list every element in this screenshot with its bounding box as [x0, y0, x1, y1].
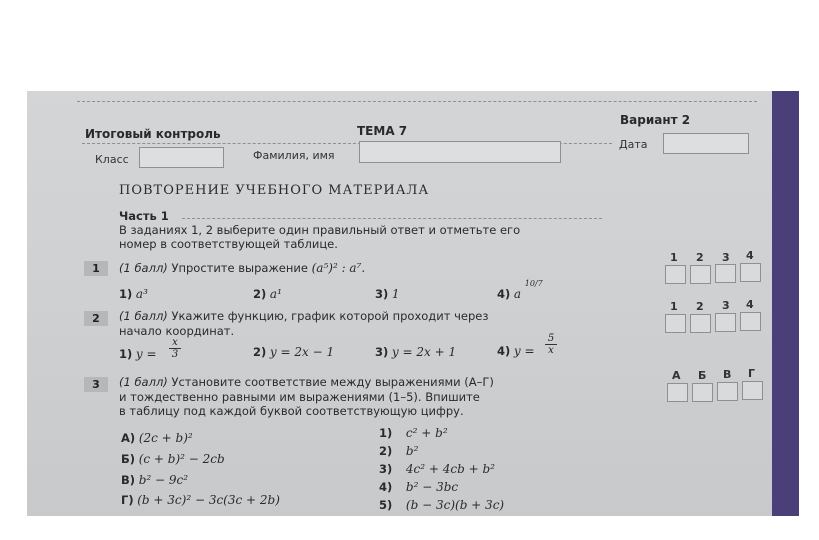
- t3-cell-2[interactable]: [692, 383, 713, 402]
- variant-label: Вариант 2: [620, 113, 691, 127]
- q1-option-3-value: 1: [391, 287, 400, 301]
- q3-points: (1 балл): [119, 375, 168, 389]
- q2-option-1-fraction: [169, 337, 181, 360]
- q3-left-g: [121, 493, 280, 507]
- q2-points: (1 балл): [119, 309, 168, 323]
- q3-left-a-value: (2c + b)²: [138, 431, 193, 445]
- q1-option-3: [375, 287, 400, 301]
- q1-text: [119, 261, 365, 275]
- q3-number: 3: [84, 377, 108, 392]
- t1-cell-2[interactable]: [690, 265, 711, 284]
- top-divider: [77, 101, 757, 102]
- q3-right-3-value: 4c² + 4cb + b²: [405, 462, 495, 476]
- instructions-line-2: номер в соответствующей таблице.: [119, 237, 338, 251]
- q2-option-4-lhs: y =: [513, 344, 535, 358]
- t2-cell-1[interactable]: [665, 314, 686, 333]
- t1-cell-4[interactable]: [740, 263, 761, 282]
- q3-right-1: [379, 426, 448, 440]
- name-label: Фамилия, имя: [253, 149, 335, 162]
- q1-option-1-value: a³: [135, 287, 148, 301]
- q2-option-2: [253, 345, 334, 359]
- q1-option-3-num: 3): [375, 287, 389, 301]
- q3-text-line-1: [119, 375, 494, 389]
- t1-h4: 4: [746, 249, 754, 262]
- q2-number: 2: [84, 311, 108, 326]
- date-field[interactable]: [663, 133, 749, 154]
- part-title: Часть 1: [119, 209, 169, 223]
- q3-left-v: [121, 473, 188, 487]
- t1-cell-1[interactable]: [665, 265, 686, 284]
- q1-points: (1 балл): [119, 261, 168, 275]
- q1-option-4-value: a: [513, 287, 522, 301]
- t2-h4: 4: [746, 298, 754, 311]
- q1-expression: (a⁵)² : a⁷.: [311, 261, 366, 275]
- q2-option-3-value: y = 2x + 1: [391, 345, 457, 359]
- t2-h1: 1: [670, 300, 678, 313]
- q2-option-1-numerator: x: [169, 337, 181, 349]
- q3-text-line-3: в таблицу под каждой буквой соответствующую цифру.: [119, 404, 464, 418]
- control-label: Итоговый контроль: [85, 127, 221, 141]
- q1-option-2: [253, 287, 282, 301]
- q2-option-3: [375, 345, 456, 359]
- q3-right-5-num: 5): [379, 498, 393, 512]
- t2-cell-2[interactable]: [690, 314, 711, 333]
- q3-left-v-label: В): [121, 473, 136, 487]
- q2-option-1-denominator: 3: [171, 349, 179, 360]
- date-label: Дата: [619, 138, 648, 151]
- t1-cell-3[interactable]: [715, 264, 736, 283]
- q1-prompt: Упростите выражение: [171, 261, 308, 275]
- q2-text-line-2: начало координат.: [119, 324, 235, 338]
- t3-h2: Б: [698, 369, 707, 382]
- t2-cell-4[interactable]: [740, 312, 761, 331]
- q3-left-g-value: (b + 3c)² − 3c(3c + 2b): [137, 493, 280, 507]
- book-edge: [772, 91, 799, 516]
- q2-option-4: [497, 344, 535, 358]
- q3-text-line-2: и тождественно равными им выражениями (1–5). Впишите: [119, 390, 480, 404]
- t2-cell-3[interactable]: [715, 313, 736, 332]
- t3-cell-3[interactable]: [717, 382, 738, 401]
- worksheet-photo: [27, 91, 799, 516]
- t1-h3: 3: [722, 251, 730, 264]
- class-label: Класс: [95, 153, 129, 166]
- q3-right-2-num: 2): [379, 444, 393, 458]
- q3-right-3-num: 3): [379, 462, 393, 476]
- q3-left-g-label: Г): [121, 493, 134, 507]
- q2-option-4-numerator: 5: [545, 333, 557, 345]
- name-field[interactable]: [359, 141, 561, 163]
- q1-option-4-exponent: 10/7: [524, 279, 543, 288]
- q2-option-4-num: 4): [497, 344, 511, 358]
- q1-number: 1: [84, 261, 108, 276]
- q1-option-2-value: a¹: [269, 287, 282, 301]
- t1-h2: 2: [696, 251, 704, 264]
- q3-right-3: [379, 462, 495, 476]
- q3-right-1-num: 1): [379, 426, 393, 440]
- part-divider: [182, 218, 602, 219]
- q2-option-4-fraction: [545, 333, 557, 356]
- q3-right-5-value: (b − 3c)(b + 3c): [405, 498, 505, 512]
- q3-right-2: [379, 444, 418, 458]
- q3-right-4: [379, 480, 458, 494]
- tema-label: ТЕМА 7: [357, 124, 408, 138]
- q3-right-1-value: c² + b²: [405, 426, 448, 440]
- t2-h3: 3: [722, 299, 730, 312]
- q1-option-2-num: 2): [253, 287, 267, 301]
- q2-option-2-num: 2): [253, 345, 267, 359]
- q2-option-4-denominator: x: [548, 345, 554, 356]
- q3-left-b-label: Б): [121, 452, 136, 466]
- q3-right-4-value: b² − 3bc: [405, 480, 459, 494]
- q2-option-1: [119, 347, 157, 361]
- q1-option-1-num: 1): [119, 287, 133, 301]
- q3-left-b-value: (c + b)² − 2cb: [138, 452, 225, 466]
- q2-option-3-num: 3): [375, 345, 389, 359]
- q2-option-1-num: 1): [119, 347, 133, 361]
- q3-prompt-1: Установите соответствие между выражениями (А–Г): [171, 375, 494, 389]
- q3-left-v-value: b² − 9c²: [138, 473, 189, 487]
- section-title: ПОВТОРЕНИЕ УЧЕБНОГО МАТЕРИАЛА: [119, 183, 430, 198]
- q2-option-2-value: y = 2x − 1: [269, 345, 335, 359]
- q3-left-a: [121, 431, 193, 445]
- t2-h2: 2: [696, 300, 704, 313]
- t1-h1: 1: [670, 251, 678, 264]
- q3-right-5: [379, 498, 504, 512]
- q3-left-a-label: А): [121, 431, 136, 445]
- q3-right-2-value: b²: [405, 444, 419, 458]
- q3-left-b: [121, 452, 225, 466]
- q2-option-1-lhs: y =: [135, 347, 157, 361]
- instructions-line-1: В заданиях 1, 2 выберите один правильный ответ и отметьте его: [119, 223, 521, 237]
- q1-option-1: [119, 287, 148, 301]
- t3-h1: А: [672, 369, 681, 382]
- q3-right-4-num: 4): [379, 480, 393, 494]
- t3-h3: В: [723, 368, 732, 381]
- q2-prompt-1: Укажите функцию, график которой проходит через: [171, 309, 489, 323]
- t3-cell-4[interactable]: [742, 381, 763, 400]
- t3-cell-1[interactable]: [667, 383, 688, 402]
- t3-h4: Г: [748, 367, 756, 380]
- q2-text-line-1: [119, 309, 488, 323]
- q1-option-4: [497, 279, 543, 301]
- q1-option-4-num: 4): [497, 287, 511, 301]
- class-field[interactable]: [139, 147, 224, 168]
